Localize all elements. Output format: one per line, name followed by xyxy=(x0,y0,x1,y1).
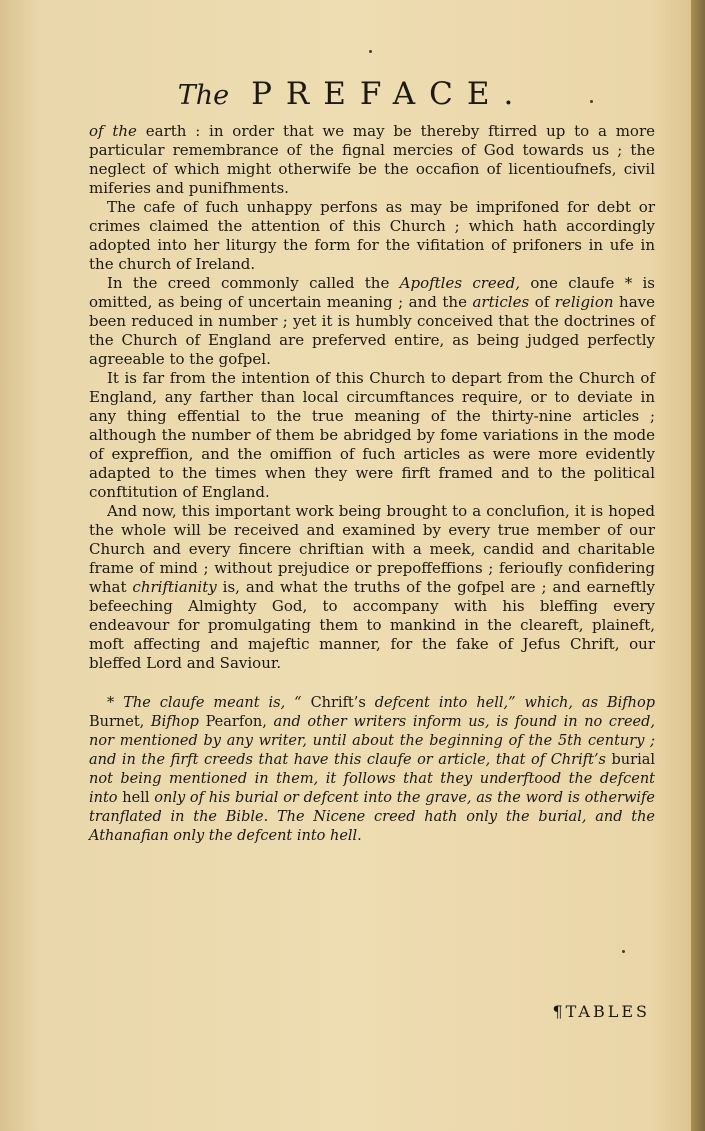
footnote xyxy=(89,694,655,846)
paragraph: And now, this important work being brought to a conclufion, it is hoped the whole will be received and examined by every true member of our Church and every fincere chriftian with a meek, candid and charitable frame of mind ; without prejudice or prepoffeffions ; ferioufly confidering what chriftianity is, and what the truths of the gofpel are ; and earneftly befeeching Almighty God, to accompany with his bleffing every endeavour for promulgating them to mankind in the cleareft, plaineft, moft affecting and majeftic manner, for the fake of Jefus Chrift, our bleffed Lord and Saviour. xyxy=(89,502,655,672)
paragraph: The cafe of fuch unhappy perfons as may be imprifoned for debt or crimes claimed the attention of this Church ; which hath accordingly adopted into her liturgy the form for the vifitation of prifoners in ufe in the church of Ireland. xyxy=(89,198,655,273)
upright-run: Chrift’s xyxy=(310,695,366,711)
footnote-text: * The claufe meant is, “ Chrift’s defcent into hell,” which, as Bifhop Burnet, Bifhop Pearfon, and other writers inform us, is found in no creed, nor mentioned by any writer, until about the beginning of the 5th century ; and in the firft creeds that have this claufe or article, that of Chrift’s burial not being mentioned in them, it follows that they underftood the defcent into hell only of his burial or defcent into the grave, as the word is otherwife tranflated in the Bible. The Nicene creed hath only the burial, and the Athanafian only the defcent into hell. xyxy=(89,695,656,844)
ink-speck xyxy=(369,50,372,53)
upright-run: burial xyxy=(611,752,655,768)
italic-run: chriftianity xyxy=(132,578,217,596)
paragraph: It is far from the intention of this Church to depart from the Church of England, any farther than local circumftances require, or to deviate in any thing effential to the true meaning of the thirty-nine articles ; although the number of them be abridged by fome variations in the mode of expreffion, and the omiffion of fuch articles as were more evidently adapted to the times when they were firft framed and to the political conftitution of England. xyxy=(89,369,655,501)
running-head-prefix: The xyxy=(177,80,230,111)
ink-speck xyxy=(622,950,625,953)
running-head xyxy=(0,76,705,112)
italic-run: of the xyxy=(89,122,137,140)
italic-run: Apoftles creed, xyxy=(399,274,521,292)
paragraph: In the creed commonly called the Apoftles creed, one claufe * is omitted, as being of uncertain meaning ; and the articles of religion have been reduced in number ; yet it is humbly conceived that the doctrines of the Church of England are preferved entire, as being judged perfectly agreeable to the gofpel. xyxy=(89,274,655,368)
upright-run: hell xyxy=(122,790,150,806)
italic-run: religion xyxy=(554,293,614,311)
italic-run: articles xyxy=(472,293,530,311)
preface-body xyxy=(89,122,655,673)
upright-run: Burnet, xyxy=(89,714,151,730)
running-head-title: PREFACE. xyxy=(251,76,528,112)
paragraph: of the earth : in order that we may be thereby ftirred up to a more particular remembrance of the fignal mercies of God towards us ; the neglect of which might otherwife be the occafion of licentioufnefs, civil miferies and punifhments. xyxy=(89,122,656,197)
upright-run: Pearfon, xyxy=(205,714,274,730)
page-edge xyxy=(691,0,705,1131)
catchword: ¶TABLES xyxy=(552,1002,650,1021)
